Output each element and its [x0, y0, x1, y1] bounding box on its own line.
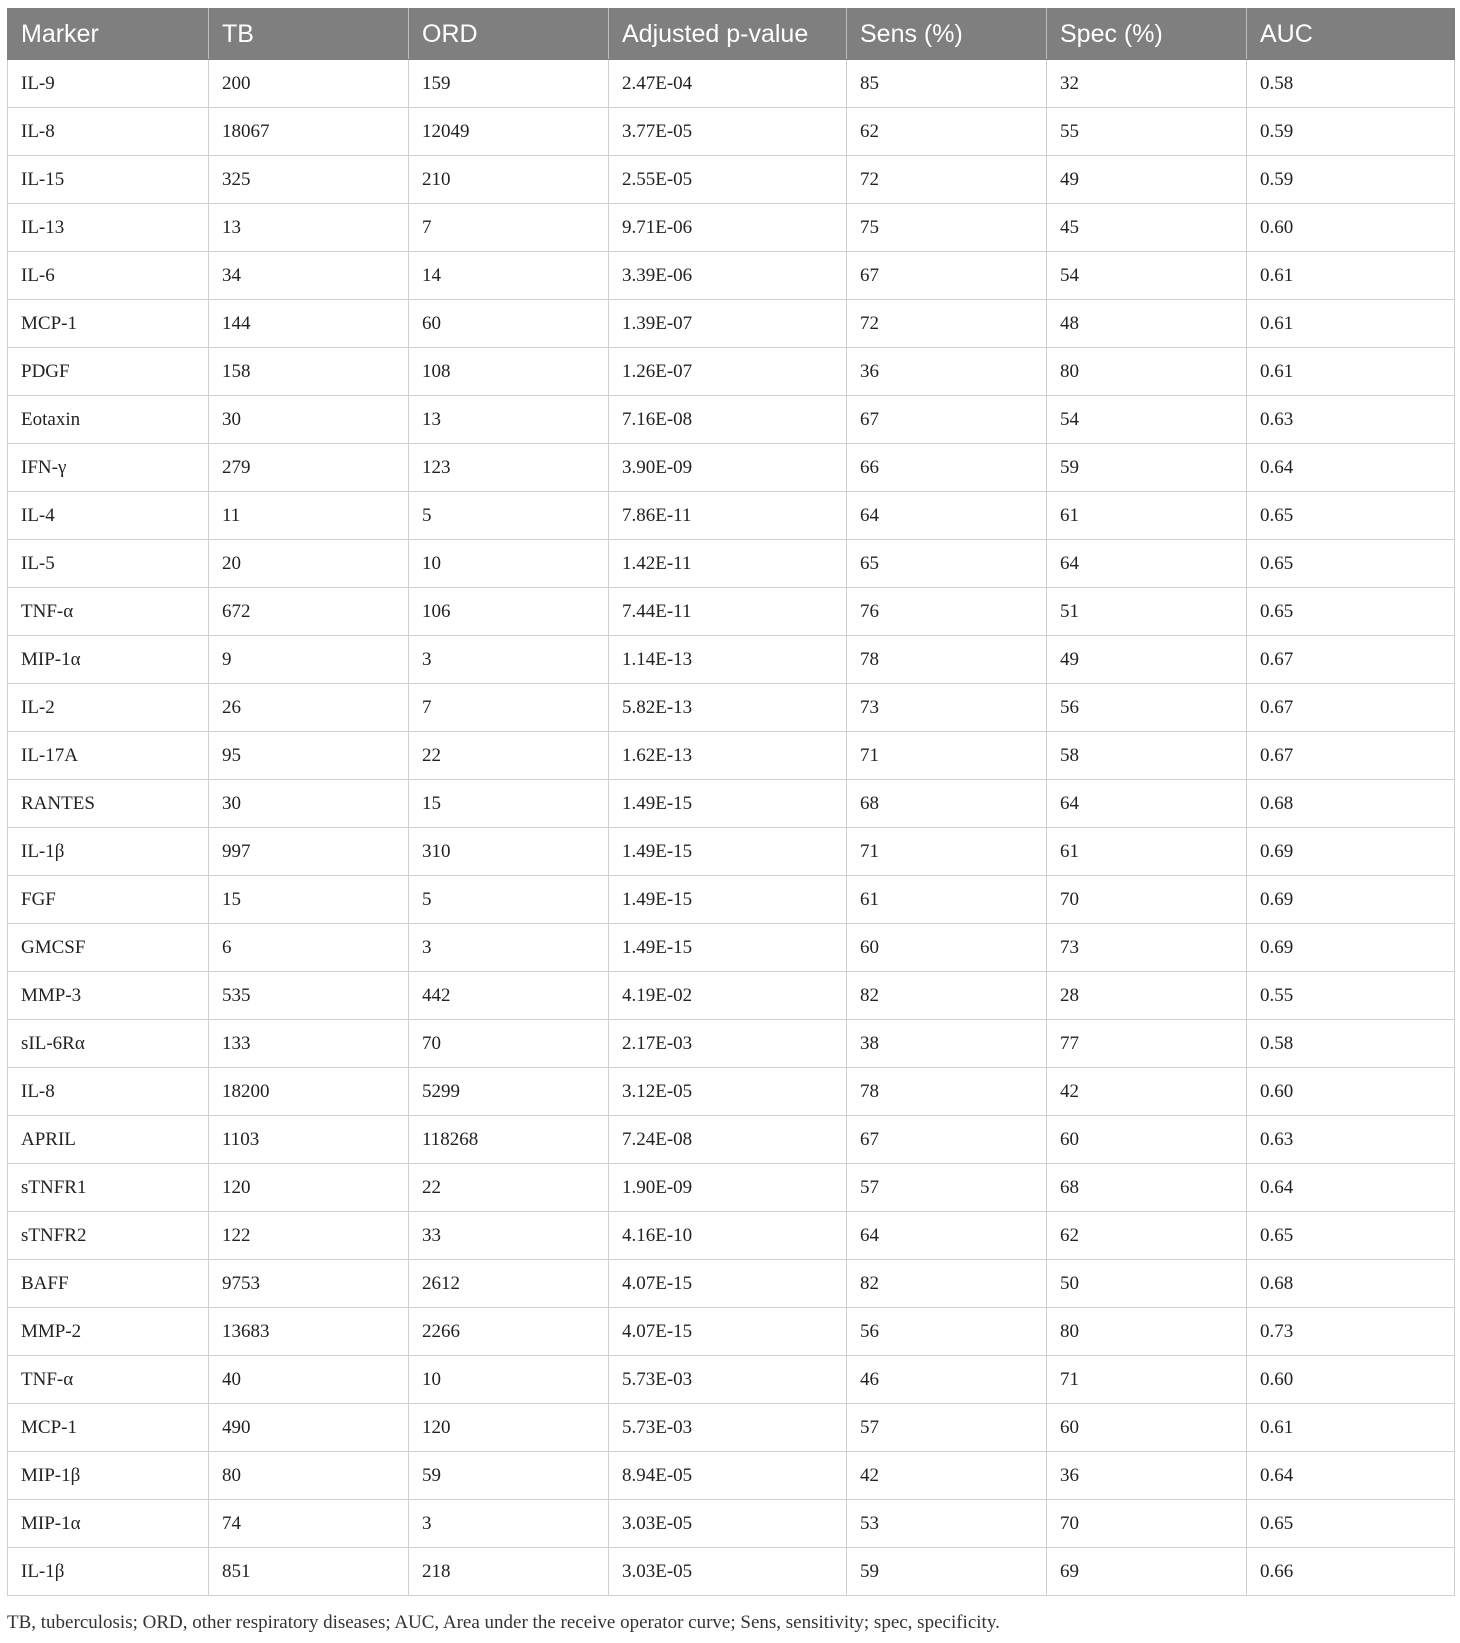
table-cell: 0.64 [1247, 1452, 1455, 1500]
table-cell: 53 [847, 1500, 1047, 1548]
table-cell: IL-5 [8, 540, 209, 588]
table-cell: 33 [409, 1212, 609, 1260]
table-cell: 5.73E-03 [609, 1356, 847, 1404]
table-row [8, 396, 1455, 444]
table-cell: 59 [409, 1452, 609, 1500]
table-cell: 0.66 [1247, 1548, 1455, 1596]
table-cell: 30 [209, 396, 409, 444]
table-cell: 120 [409, 1404, 609, 1452]
table-cell: 1.49E-15 [609, 924, 847, 972]
table-cell: 10 [409, 1356, 609, 1404]
table-row [8, 252, 1455, 300]
table-cell: 51 [1047, 588, 1247, 636]
table-cell: IL-9 [8, 60, 209, 108]
table-cell: 1.26E-07 [609, 348, 847, 396]
column-header: TB [209, 9, 409, 60]
table-cell: 71 [847, 732, 1047, 780]
table-cell: 3 [409, 1500, 609, 1548]
table-cell: 5 [409, 876, 609, 924]
table-cell: sTNFR1 [8, 1164, 209, 1212]
table-row [8, 60, 1455, 108]
table-row [8, 972, 1455, 1020]
table-row [8, 1548, 1455, 1596]
table-cell: 9.71E-06 [609, 204, 847, 252]
table-row [8, 636, 1455, 684]
table-cell: 11 [209, 492, 409, 540]
table-cell: 0.59 [1247, 156, 1455, 204]
table-cell: 0.58 [1247, 1020, 1455, 1068]
table-cell: RANTES [8, 780, 209, 828]
table-cell: 0.61 [1247, 1404, 1455, 1452]
table-cell: 0.60 [1247, 1356, 1455, 1404]
table-cell: 60 [409, 300, 609, 348]
table-row [8, 1068, 1455, 1116]
table-cell: 1.39E-07 [609, 300, 847, 348]
table-row [8, 204, 1455, 252]
table-row [8, 1116, 1455, 1164]
table-cell: 144 [209, 300, 409, 348]
table-cell: 0.67 [1247, 732, 1455, 780]
table-cell: 18200 [209, 1068, 409, 1116]
table-cell: IL-2 [8, 684, 209, 732]
table-cell: 49 [1047, 156, 1247, 204]
table-cell: 2.17E-03 [609, 1020, 847, 1068]
table-cell: 60 [1047, 1404, 1247, 1452]
table-cell: 38 [847, 1020, 1047, 1068]
table-row [8, 348, 1455, 396]
table-cell: 18067 [209, 108, 409, 156]
table-cell: 5299 [409, 1068, 609, 1116]
table-cell: 0.67 [1247, 636, 1455, 684]
table-row [8, 492, 1455, 540]
table-cell: 49 [1047, 636, 1247, 684]
table-cell: 61 [1047, 828, 1247, 876]
table-cell: 57 [847, 1164, 1047, 1212]
table-row [8, 1356, 1455, 1404]
table-cell: 68 [1047, 1164, 1247, 1212]
table-cell: 0.60 [1247, 1068, 1455, 1116]
table-cell: 0.63 [1247, 396, 1455, 444]
table-cell: 12049 [409, 108, 609, 156]
table-cell: 15 [209, 876, 409, 924]
table-cell: APRIL [8, 1116, 209, 1164]
table-cell: 69 [1047, 1548, 1247, 1596]
table-cell: 279 [209, 444, 409, 492]
table-cell: 3.03E-05 [609, 1548, 847, 1596]
table-cell: 3 [409, 924, 609, 972]
table-cell: Eotaxin [8, 396, 209, 444]
table-cell: 1103 [209, 1116, 409, 1164]
table-cell: 34 [209, 252, 409, 300]
table-cell: 108 [409, 348, 609, 396]
table-cell: IL-1β [8, 1548, 209, 1596]
column-header: Sens (%) [847, 9, 1047, 60]
table-cell: 60 [847, 924, 1047, 972]
table-cell: sTNFR2 [8, 1212, 209, 1260]
table-cell: 200 [209, 60, 409, 108]
table-cell: 57 [847, 1404, 1047, 1452]
table-cell: 2.47E-04 [609, 60, 847, 108]
table-cell: 71 [1047, 1356, 1247, 1404]
table-cell: 55 [1047, 108, 1247, 156]
table-row [8, 1500, 1455, 1548]
table-row [8, 876, 1455, 924]
table-cell: IL-4 [8, 492, 209, 540]
column-header: AUC [1247, 9, 1455, 60]
header-row [8, 9, 1455, 60]
table-cell: 7.86E-11 [609, 492, 847, 540]
table-cell: 75 [847, 204, 1047, 252]
table-cell: 1.62E-13 [609, 732, 847, 780]
table-cell: 535 [209, 972, 409, 1020]
table-cell: 73 [1047, 924, 1247, 972]
table-cell: 56 [847, 1308, 1047, 1356]
table-cell: 30 [209, 780, 409, 828]
table-cell: MIP-1β [8, 1452, 209, 1500]
table-cell: IL-8 [8, 1068, 209, 1116]
table-row [8, 444, 1455, 492]
column-header: ORD [409, 9, 609, 60]
table-cell: 1.42E-11 [609, 540, 847, 588]
table-cell: 48 [1047, 300, 1247, 348]
table-cell: 4.07E-15 [609, 1260, 847, 1308]
table-cell: 54 [1047, 396, 1247, 444]
table-cell: MCP-1 [8, 1404, 209, 1452]
table-cell: 0.64 [1247, 444, 1455, 492]
table-row [8, 1404, 1455, 1452]
table-cell: 80 [1047, 1308, 1247, 1356]
table-cell: 50 [1047, 1260, 1247, 1308]
table-cell: 1.49E-15 [609, 828, 847, 876]
table-row [8, 1164, 1455, 1212]
table-cell: 22 [409, 1164, 609, 1212]
table-cell: 82 [847, 972, 1047, 1020]
table-cell: 4.07E-15 [609, 1308, 847, 1356]
table-cell: 1.49E-15 [609, 876, 847, 924]
table-cell: 66 [847, 444, 1047, 492]
table-cell: 0.55 [1247, 972, 1455, 1020]
table-cell: 70 [1047, 1500, 1247, 1548]
table-cell: 67 [847, 252, 1047, 300]
table-cell: 7.24E-08 [609, 1116, 847, 1164]
table-cell: MCP-1 [8, 300, 209, 348]
table-cell: 5.73E-03 [609, 1404, 847, 1452]
table-cell: 0.73 [1247, 1308, 1455, 1356]
table-cell: MMP-3 [8, 972, 209, 1020]
table-cell: 159 [409, 60, 609, 108]
table-cell: 28 [1047, 972, 1247, 1020]
table-cell: 0.65 [1247, 1212, 1455, 1260]
table-cell: 15 [409, 780, 609, 828]
table-cell: 0.69 [1247, 828, 1455, 876]
table-cell: 78 [847, 1068, 1047, 1116]
table-cell: 0.65 [1247, 492, 1455, 540]
table-cell: 2612 [409, 1260, 609, 1308]
table-row [8, 1020, 1455, 1068]
table-cell: 14 [409, 252, 609, 300]
table-cell: IL-1β [8, 828, 209, 876]
table-cell: 0.59 [1247, 108, 1455, 156]
table-cell: 7.16E-08 [609, 396, 847, 444]
table-cell: MMP-2 [8, 1308, 209, 1356]
table-row [8, 300, 1455, 348]
table-cell: 8.94E-05 [609, 1452, 847, 1500]
table-cell: 42 [847, 1452, 1047, 1500]
table-cell: 58 [1047, 732, 1247, 780]
table-cell: 62 [847, 108, 1047, 156]
table-cell: 7 [409, 684, 609, 732]
table-cell: 0.65 [1247, 588, 1455, 636]
table-cell: 60 [1047, 1116, 1247, 1164]
table-cell: 2266 [409, 1308, 609, 1356]
table-cell: 61 [847, 876, 1047, 924]
table-cell: FGF [8, 876, 209, 924]
table-cell: 72 [847, 300, 1047, 348]
table-cell: 20 [209, 540, 409, 588]
data-table [7, 8, 1455, 1596]
table-cell: 85 [847, 60, 1047, 108]
table-cell: 74 [209, 1500, 409, 1548]
table-cell: 1.90E-09 [609, 1164, 847, 1212]
table-cell: 59 [847, 1548, 1047, 1596]
table-cell: 22 [409, 732, 609, 780]
table-cell: 3 [409, 636, 609, 684]
table-row [8, 1452, 1455, 1500]
table-cell: MIP-1α [8, 1500, 209, 1548]
table-cell: 3.03E-05 [609, 1500, 847, 1548]
table-cell: 1.49E-15 [609, 780, 847, 828]
table-cell: 120 [209, 1164, 409, 1212]
table-cell: 0.63 [1247, 1116, 1455, 1164]
table-cell: 5.82E-13 [609, 684, 847, 732]
table-cell: 7 [409, 204, 609, 252]
table-cell: 45 [1047, 204, 1247, 252]
table-cell: 9753 [209, 1260, 409, 1308]
table-cell: 40 [209, 1356, 409, 1404]
table-cell: 122 [209, 1212, 409, 1260]
table-cell: 73 [847, 684, 1047, 732]
table-cell: 3.90E-09 [609, 444, 847, 492]
table-cell: 2.55E-05 [609, 156, 847, 204]
table-cell: 32 [1047, 60, 1247, 108]
table-cell: 26 [209, 684, 409, 732]
table-cell: IL-15 [8, 156, 209, 204]
table-cell: 70 [1047, 876, 1247, 924]
table-cell: TNF-α [8, 588, 209, 636]
table-cell: IL-17A [8, 732, 209, 780]
table-row [8, 828, 1455, 876]
table-row [8, 1212, 1455, 1260]
table-cell: PDGF [8, 348, 209, 396]
table-cell: 5 [409, 492, 609, 540]
table-body [8, 60, 1455, 1596]
table-cell: 95 [209, 732, 409, 780]
table-cell: 36 [847, 348, 1047, 396]
column-header: Spec (%) [1047, 9, 1247, 60]
table-cell: 158 [209, 348, 409, 396]
table-container [7, 8, 1454, 1596]
table-row [8, 156, 1455, 204]
table-cell: IFN-γ [8, 444, 209, 492]
table-cell: 851 [209, 1548, 409, 1596]
table-cell: 71 [847, 828, 1047, 876]
table-cell: 218 [409, 1548, 609, 1596]
table-cell: TNF-α [8, 1356, 209, 1404]
table-cell: 65 [847, 540, 1047, 588]
table-cell: 4.19E-02 [609, 972, 847, 1020]
table-cell: 3.77E-05 [609, 108, 847, 156]
table-cell: 210 [409, 156, 609, 204]
table-cell: 0.61 [1247, 300, 1455, 348]
table-cell: 442 [409, 972, 609, 1020]
table-cell: 123 [409, 444, 609, 492]
table-cell: 36 [1047, 1452, 1247, 1500]
table-cell: 46 [847, 1356, 1047, 1404]
table-cell: 997 [209, 828, 409, 876]
table-cell: 0.61 [1247, 252, 1455, 300]
table-cell: 490 [209, 1404, 409, 1452]
table-cell: 0.68 [1247, 780, 1455, 828]
table-cell: 80 [1047, 348, 1247, 396]
table-cell: 0.69 [1247, 924, 1455, 972]
table-cell: 77 [1047, 1020, 1247, 1068]
table-header [8, 9, 1455, 60]
table-cell: IL-13 [8, 204, 209, 252]
table-cell: 672 [209, 588, 409, 636]
table-cell: 68 [847, 780, 1047, 828]
column-header: Marker [8, 9, 209, 60]
table-cell: GMCSF [8, 924, 209, 972]
table-cell: 0.68 [1247, 1260, 1455, 1308]
table-cell: 64 [847, 1212, 1047, 1260]
table-cell: 0.65 [1247, 1500, 1455, 1548]
table-cell: 0.60 [1247, 204, 1455, 252]
table-cell: IL-8 [8, 108, 209, 156]
table-cell: 1.14E-13 [609, 636, 847, 684]
table-cell: 106 [409, 588, 609, 636]
table-cell: 56 [1047, 684, 1247, 732]
table-cell: 13 [409, 396, 609, 444]
table-cell: MIP-1α [8, 636, 209, 684]
table-cell: 80 [209, 1452, 409, 1500]
table-cell: 78 [847, 636, 1047, 684]
table-cell: 3.39E-06 [609, 252, 847, 300]
table-cell: 64 [1047, 780, 1247, 828]
table-row [8, 540, 1455, 588]
table-cell: 64 [1047, 540, 1247, 588]
table-cell: 64 [847, 492, 1047, 540]
table-cell: 13683 [209, 1308, 409, 1356]
table-cell: 67 [847, 1116, 1047, 1164]
table-row [8, 1260, 1455, 1308]
table-cell: 76 [847, 588, 1047, 636]
table-cell: 310 [409, 828, 609, 876]
table-cell: 0.61 [1247, 348, 1455, 396]
table-row [8, 588, 1455, 636]
column-header: Adjusted p-value [609, 9, 847, 60]
table-cell: 70 [409, 1020, 609, 1068]
table-cell: 0.64 [1247, 1164, 1455, 1212]
table-cell: 0.58 [1247, 60, 1455, 108]
table-cell: 118268 [409, 1116, 609, 1164]
table-cell: 133 [209, 1020, 409, 1068]
table-cell: 10 [409, 540, 609, 588]
table-row [8, 1308, 1455, 1356]
table-row [8, 924, 1455, 972]
table-footnote: TB, tuberculosis; ORD, other respiratory diseases; AUC, Area under the receive operator curve; Sens, sensitivity; spec, specificity. [7, 1612, 1000, 1633]
table-cell: 0.69 [1247, 876, 1455, 924]
table-cell: 0.65 [1247, 540, 1455, 588]
table-cell: 7.44E-11 [609, 588, 847, 636]
table-cell: 0.67 [1247, 684, 1455, 732]
table-cell: 3.12E-05 [609, 1068, 847, 1116]
table-cell: 72 [847, 156, 1047, 204]
table-cell: 61 [1047, 492, 1247, 540]
table-row [8, 780, 1455, 828]
table-cell: 13 [209, 204, 409, 252]
table-row [8, 108, 1455, 156]
table-cell: 82 [847, 1260, 1047, 1308]
table-cell: 67 [847, 396, 1047, 444]
table-cell: 4.16E-10 [609, 1212, 847, 1260]
table-cell: BAFF [8, 1260, 209, 1308]
table-row [8, 684, 1455, 732]
table-cell: 6 [209, 924, 409, 972]
table-cell: 42 [1047, 1068, 1247, 1116]
table-row [8, 732, 1455, 780]
table-cell: 54 [1047, 252, 1247, 300]
table-cell: IL-6 [8, 252, 209, 300]
table-cell: 59 [1047, 444, 1247, 492]
table-cell: 62 [1047, 1212, 1247, 1260]
table-cell: 9 [209, 636, 409, 684]
table-cell: sIL-6Rα [8, 1020, 209, 1068]
table-cell: 325 [209, 156, 409, 204]
